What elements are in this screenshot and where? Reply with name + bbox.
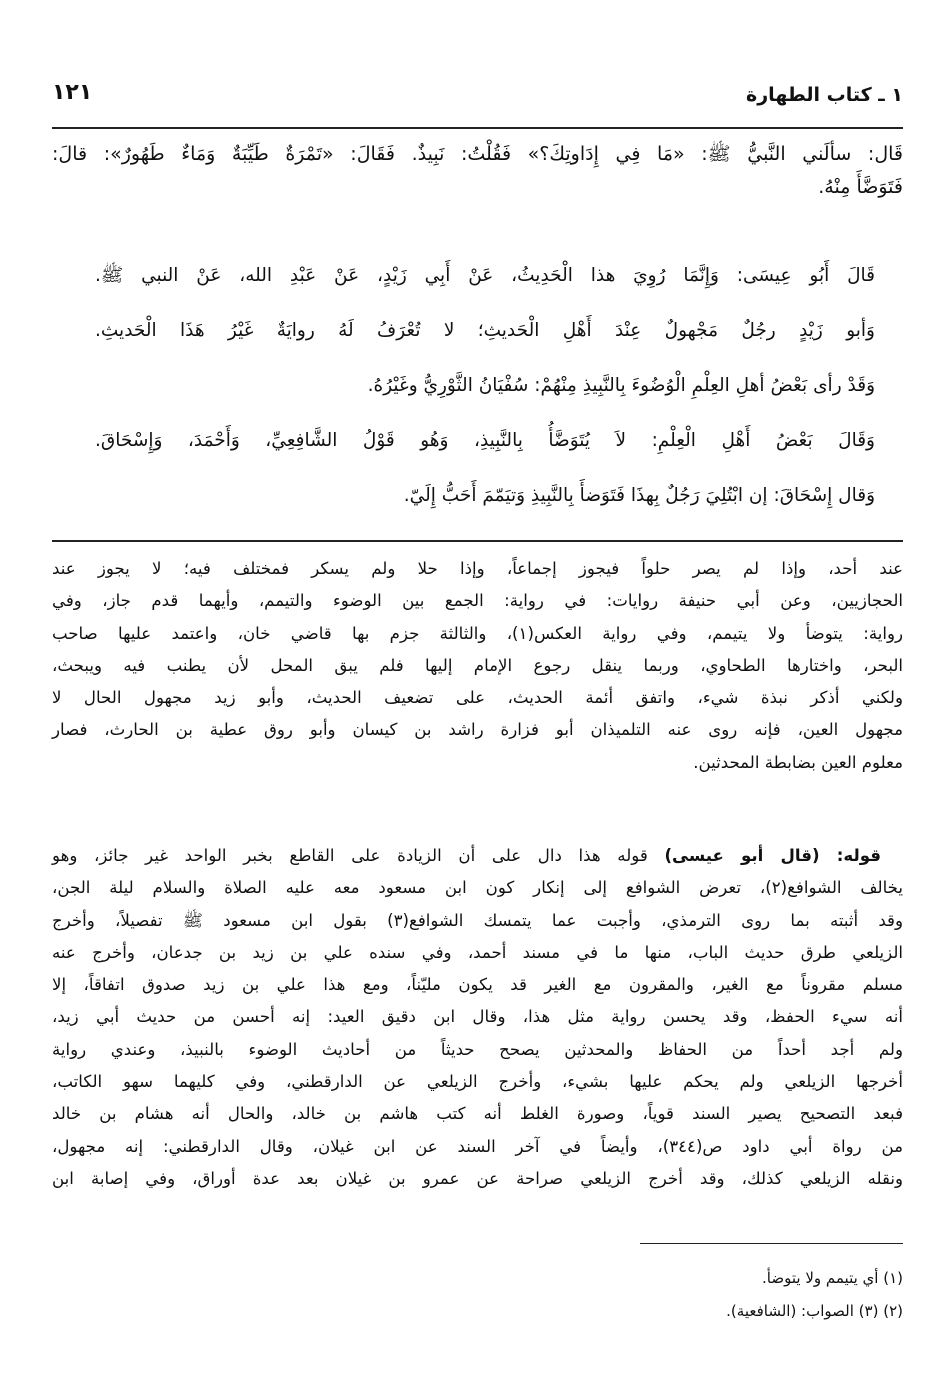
commentary-line: الزيلعي طرق حديث الباب، منها ما في مسند أحمد، وفي سنده علي بن زيد بن جدعان، وأخرج عنه [52, 942, 903, 962]
tirmidhi-sayings [95, 248, 875, 523]
commentary-lead: قوله: (قال أبو عيسى) [664, 846, 881, 865]
commentary-paragraph-2 [52, 840, 903, 1195]
text-commentary-divider [52, 540, 903, 542]
saying-line: وَقال إِسْحَاقَ: إن ابْتُلِيَ رَجُلٌ بِهذَا فَتَوَضأَ بِالنَّبِيذِ وَتيَمّمَ أَحَبُّ إِلَيّ. [403, 485, 875, 506]
commentary-line: يخالف الشوافع(٢)، تعرض الشوافع إلى إنكار كون ابن مسعود معه عليه الصلاة والسلام ليلة الجن، [52, 878, 903, 898]
commentary-line: مجهول العين، فإنه روى عنه التلميذان أبو فزارة راشد بن كيسان وأبو روق عطية بن الحارث، فصار [52, 720, 903, 740]
commentary-line: مسلم مقروناً مع الغير، والمقرون مع الغير قد يكون مليّناً، ومع هذا علي بن زيد صدوق اتفاقاً، إلا [52, 975, 903, 995]
hadith-line: قَال: سألَني النَّبيُّ ﷺ: «مَا فِي إِدَاوتِكَ؟» فَقُلْتُ: نَبِيذٌ. فَقَالَ: «تَمْرَةٌ طَيِّبَةٌ وَمَاءٌ طَهُورٌ»: قالَ: [52, 143, 903, 165]
footnote: (١) أي يتيمم ولا يتوضأ. [762, 1269, 903, 1287]
commentary-line-rest: قوله هذا دال على أن الزيادة على القاطع بخبر الواحد غير جائز، وهو [52, 846, 665, 865]
commentary-line: وقد أثبته بما روى الترمذي، وأجبت عما يتمسك الشوافع(٣) بقول ابن مسعود ﷺ تفصيلاً، وأخرج [52, 910, 903, 930]
footnotes [726, 1262, 903, 1328]
hadith-text [52, 138, 903, 204]
header-divider [52, 127, 903, 129]
commentary-line: رواية: يتوضأ ولا يتيمم، وفي رواية العكس(١)، والثالثة جزم بها قاضي خان، واعتمد عليها صاحب [52, 623, 903, 643]
saying-line: قَالَ أَبُو عِيسَى: وَإِنَّمَا رُوِيَ هذا الْحَدِيثُ، عَنْ أَبِي زَيْدٍ، عَنْ عَبْدِ الله، عَنْ النبي ﷺ. [95, 265, 875, 286]
commentary-line: ولم أجد أحداً من الحفاظ والمحدثين يصحح حديثاً من أحاديث الوضوء بالنبيذ، وعندي رواية [52, 1039, 903, 1059]
commentary-line: البحر، واختارها الطحاوي، وربما ينقل رجوع الإمام إليها فلم يبق المحل لأن يطنب فيه ويبحث، [52, 655, 903, 675]
saying-line: وَأبو زَيْدٍ رجُلٌ مَجْهولٌ عِنْدَ أَهْلِ الْحَديثِ؛ لا تُعْرَفُ لَهُ روايَةٌ غَيْرُ هَذَا الْحَديثِ. [95, 320, 875, 341]
commentary-line [52, 840, 903, 872]
commentary-line: من رواة أبي داود ص(٣٤٤)، وأيضاً في آخر السند عن ابن غيلان، وقال الدارقطني: إنه مجهول، [52, 1136, 903, 1156]
footnote-divider [640, 1243, 903, 1244]
footnote: (٢) (٣) الصواب: (الشافعية). [726, 1302, 903, 1320]
hadith-line: فَتَوَضَّأَ مِنْهُ. [818, 176, 903, 198]
commentary-paragraph-1 [52, 553, 903, 779]
commentary-line: الحجازيين، وعن أبي حنيفة روايات: في رواية: الجمع بين الوضوء والتيمم، وأيهما قدم جاز، وفي [52, 591, 903, 611]
commentary-line: معلوم العين بضابطة المحدثين. [693, 752, 903, 772]
commentary-line: عند أحد، وإذا لم يصر حلواً فيجوز إجماعاً، وإذا حلا ولم يسكر فمختلف فيه؛ لا يجوز عند [52, 559, 903, 578]
commentary-line: أخرجها الزيلعي ولم يحكم عليها بشيء، وأخرج الزيلعي عن الدارقطني، وفي كليهما سهو الكاتب، [52, 1072, 903, 1092]
page-number: ١٢١ [52, 80, 93, 105]
saying-line: وَقَدْ رأى بَعْضُ أهلِ العِلْمِ الْوُضُوءَ بِالنَّبِيذِ مِنْهُمْ: سُفْيَانُ الثَّوْرِيُّ وغَيْرُهُ. [367, 375, 875, 396]
commentary-line: أنه سيء الحفظ، وقد يحسن رواية مثل هذا، وقال ابن دقيق العيد: إنه أحسن من حديث أبي زيد، [52, 1007, 903, 1027]
commentary-line: ولكني أذكر نبذة شيء، واتفق أئمة الحديث، على تضعيف الحديث، وأبو زيد مجهول الحال لا [52, 688, 903, 708]
commentary-line: فبعد التصحيح يصير السند قوياً، وصورة الغلط أنه كتب هاشم بن خالد، والحال أنه هشام بن خالد [52, 1104, 903, 1124]
chapter-title: ١ ـ كتاب الطهارة [746, 84, 903, 106]
saying-line: وَقَالَ بَعْضُ أَهْلِ الْعِلْمِ: لاَ يُتَوَضَّأُ بِالنَّبِيذِ، وَهُو قَوْلُ الشَّافِعِيِّ، وَأَحْمَدَ، وَإِسْحَاقَ. [95, 430, 875, 451]
commentary-line: ونقله الزيلعي كذلك، وقد أخرج الزيلعي صراحة عن عمرو بن غيلان بعد عدة أوراق، وفي إصابة ابن [52, 1168, 903, 1188]
